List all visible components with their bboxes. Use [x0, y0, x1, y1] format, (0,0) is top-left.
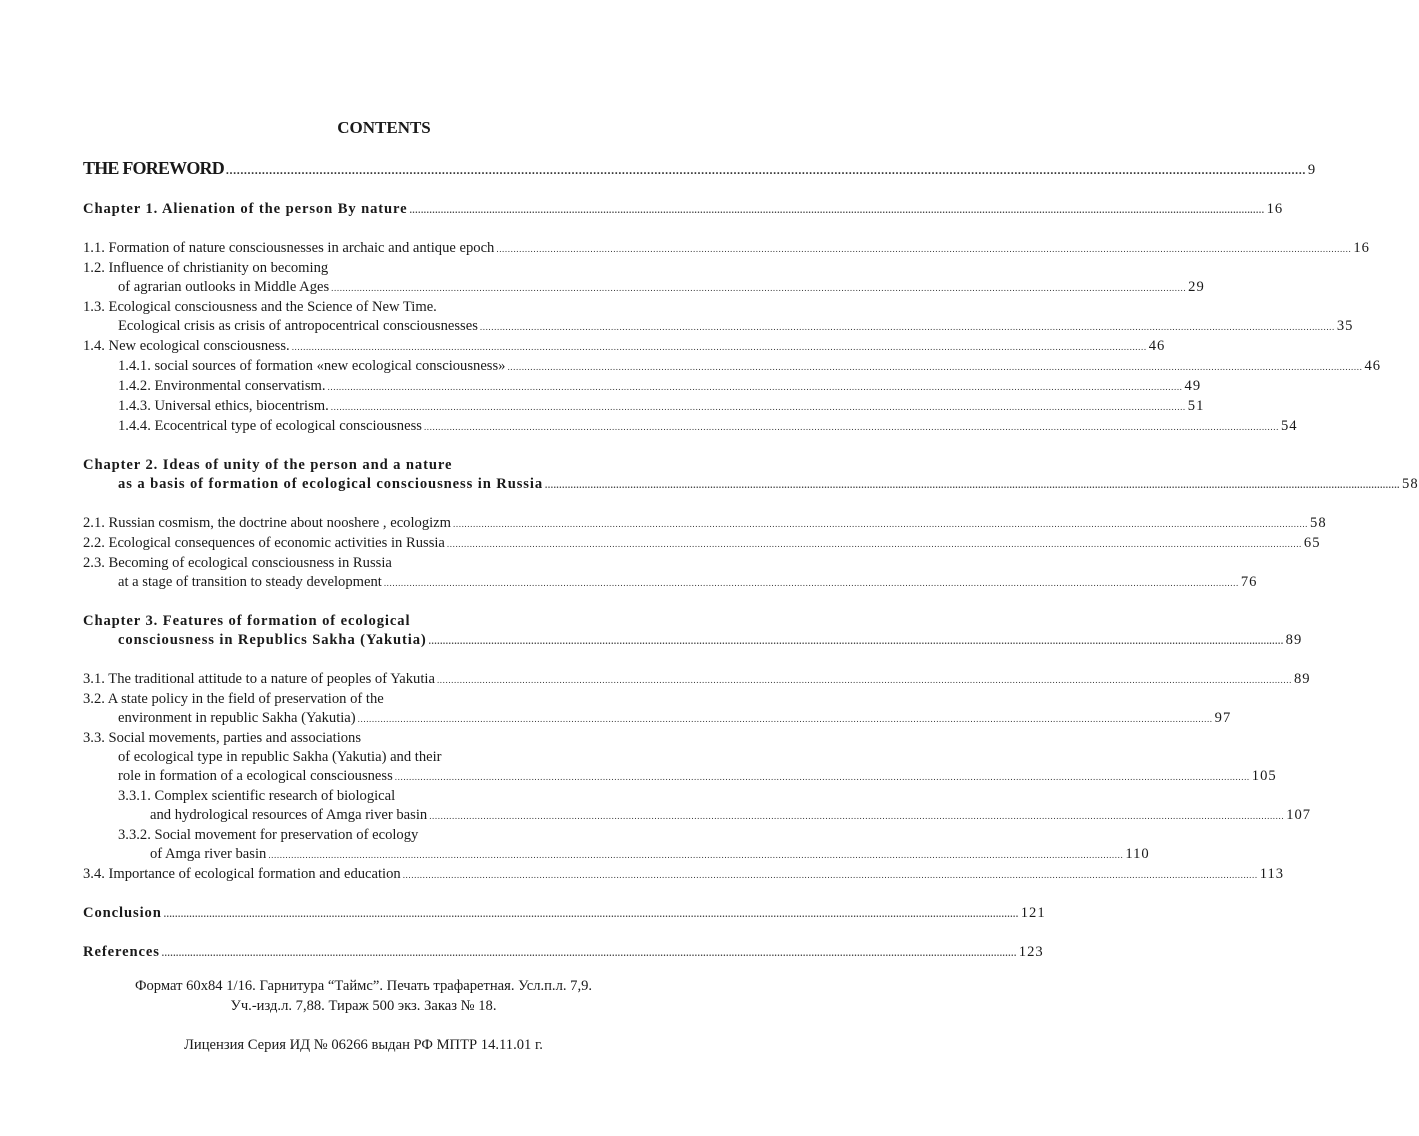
toc-line [83, 943, 1044, 963]
toc-entry[interactable] [83, 904, 1046, 924]
entry-title: Chapter 3. Features of formation of ecological [83, 613, 411, 629]
toc-line [83, 631, 1303, 651]
spacer [83, 593, 685, 612]
page-number: 110 [1125, 846, 1150, 862]
entry-title: 2.1. Russian cosmism, the doctrine about nooshere , ecologizm [83, 515, 452, 531]
toc-entry[interactable] [83, 456, 1419, 495]
page-number: 65 [1303, 535, 1321, 551]
toc-line [83, 259, 685, 278]
entry-title: of ecological type in republic Sakha (Yakutia) and their [118, 749, 442, 765]
dot-leader: ............................................................................................................................................................................................................................................................................................................ [225, 163, 1306, 177]
page-number: 89 [1285, 632, 1303, 648]
entry-title: as a basis of formation of ecological consciousness in Russia [118, 476, 544, 492]
license-line: Лицензия Серия ИД № 06266 выдан РФ МПТР 14.11.01 г. [184, 1037, 543, 1053]
spacer [83, 437, 685, 456]
toc-line [83, 670, 1311, 690]
entry-title: Chapter 1. Alienation of the person By nature [83, 201, 408, 217]
page-number: 9 [1307, 162, 1316, 178]
page-title: CONTENTS [337, 118, 431, 137]
page-number: 16 [1266, 201, 1284, 217]
toc-entry[interactable] [83, 729, 1277, 787]
dot-leader: ............................................................................................................................................................................................................................................................................................................ [163, 909, 1019, 919]
entry-title: environment in republic Sakha (Yakutia) [118, 710, 356, 726]
toc-line [83, 806, 1312, 826]
toc-line [83, 239, 1370, 259]
page-number: 46 [1364, 358, 1382, 374]
entry-title: 1.1. Formation of nature consciousnesses in archaic and antique epoch [83, 240, 495, 256]
entry-title: role in formation of a ecological consciousness [118, 768, 393, 784]
entry-title: Chapter 2. Ideas of unity of the person and a nature [83, 457, 453, 473]
toc-line [83, 748, 685, 767]
toc-line [83, 514, 1327, 534]
toc-line [83, 865, 1285, 885]
page-number: 16 [1353, 240, 1370, 256]
dot-leader: ............................................................................................................................................................................................................................................................................................................ [383, 578, 1239, 588]
table-of-contents [83, 118, 1419, 963]
toc-line [83, 826, 685, 845]
toc-entry[interactable] [83, 298, 1354, 337]
toc-line [83, 200, 1284, 220]
toc-entry[interactable] [83, 377, 1202, 397]
entry-title: of agrarian outlooks in Middle Ages [118, 279, 330, 295]
toc-entry[interactable] [83, 670, 1311, 690]
toc-entry[interactable] [83, 943, 1044, 963]
page-number: 58 [1310, 515, 1327, 531]
toc-line [83, 690, 685, 709]
toc-line [83, 278, 1205, 298]
toc-line [83, 904, 1046, 924]
imprint-line: Формат 60x84 1/16. Гарнитура “Таймс”. Печать трафаретная. Усл.п.л. 7,9. [134, 978, 593, 994]
dot-leader: ............................................................................................................................................................................................................................................................................................................ [268, 850, 1124, 860]
entry-title: 1.3. Ecological consciousness and the Science of New Time. [83, 299, 437, 315]
toc-line [83, 554, 685, 573]
spacer [83, 651, 685, 670]
toc-entry[interactable] [83, 534, 1321, 554]
entry-title: Ecological crisis as crisis of antropocentrical consciousnesses [118, 318, 478, 334]
entry-title: 2.3. Becoming of ecological consciousness in Russia [83, 555, 392, 571]
entry-title: 3.3. Social movements, parties and associations [83, 730, 362, 746]
dot-leader: ............................................................................................................................................................................................................................................................................................................ [327, 382, 1183, 392]
toc-line [83, 534, 1321, 554]
entry-title: of Amga river basin [150, 846, 267, 862]
spacer [83, 924, 685, 943]
dot-leader: ............................................................................................................................................................................................................................................................................................................ [545, 480, 1401, 490]
toc-line [83, 157, 1316, 181]
imprint-line: Уч.-изд.л. 7,88. Тираж 500 экз. Заказ № 18. [230, 998, 497, 1014]
toc-line [83, 377, 1202, 397]
entry-title: 1.2. Influence of christianity on becoming [83, 260, 329, 276]
entry-title: and hydrological resources of Amga river basin [150, 807, 428, 823]
dot-leader: ............................................................................................................................................................................................................................................................................................................ [330, 402, 1186, 412]
dot-leader: ............................................................................................................................................................................................................................................................................................................ [357, 714, 1213, 724]
toc-line [83, 357, 1382, 377]
toc-entry[interactable] [83, 200, 1284, 220]
toc-entry[interactable] [83, 612, 1303, 651]
entry-title: 1.4. New ecological consciousness. [83, 338, 290, 354]
entry-title: 3.4. Importance of ecological formation and education [83, 866, 401, 882]
toc-line [83, 456, 685, 475]
entry-title: 3.3.1. Complex scientific research of biological [118, 788, 396, 804]
toc-line [83, 317, 1354, 337]
toc-line [83, 612, 685, 631]
page-number: 105 [1251, 768, 1277, 784]
dot-leader: ............................................................................................................................................................................................................................................................................................................ [402, 870, 1258, 880]
toc-entry[interactable] [83, 787, 1312, 826]
entry-title: 1.4.2. Environmental conservatism. [118, 378, 326, 394]
entry-title: Conclusion [83, 905, 162, 921]
toc-line [83, 767, 1277, 787]
entry-title: References [83, 944, 160, 960]
page-number: 35 [1336, 318, 1354, 334]
page-number: 123 [1018, 944, 1044, 960]
toc-line [83, 397, 1205, 417]
toc-line [83, 709, 1232, 729]
dot-leader: ............................................................................................................................................................................................................................................................................................................ [436, 675, 1292, 685]
dot-leader: ............................................................................................................................................................................................................................................................................................................ [161, 948, 1017, 958]
toc-entry[interactable] [83, 239, 1370, 259]
entry-title: consciousness in Republics Sakha (Yakutia) [118, 632, 427, 648]
page-number: 107 [1286, 807, 1312, 823]
toc-line [83, 298, 685, 317]
toc-entry[interactable] [83, 554, 1258, 593]
toc-line [83, 787, 685, 806]
toc-line [83, 573, 1258, 593]
toc-entry[interactable] [83, 865, 1285, 885]
toc-entry[interactable] [83, 337, 1166, 357]
dot-leader: ............................................................................................................................................................................................................................................................................................................ [423, 422, 1279, 432]
toc-entry[interactable] [83, 690, 1232, 729]
page-number: 97 [1214, 710, 1232, 726]
toc-list [83, 157, 1419, 963]
dot-leader: ............................................................................................................................................................................................................................................................................................................ [291, 342, 1147, 352]
dot-leader: ............................................................................................................................................................................................................................................................................................................ [507, 362, 1363, 372]
entry-title: 3.3.2. Social movement for preservation of ecology [118, 827, 419, 843]
dot-leader: ............................................................................................................................................................................................................................................................................................................ [496, 244, 1352, 254]
page-number: 49 [1184, 378, 1202, 394]
dot-leader: ............................................................................................................................................................................................................................................................................................................ [429, 811, 1285, 821]
spacer [83, 495, 685, 514]
dot-leader: ............................................................................................................................................................................................................................................................................................................ [453, 519, 1309, 529]
entry-title: 2.2. Ecological consequences of economic activities in Russia [83, 535, 445, 551]
entry-title: 3.2. A state policy in the field of preservation of the [83, 691, 384, 707]
toc-entry[interactable] [83, 417, 1298, 437]
toc-entry[interactable] [83, 357, 1382, 377]
toc-entry[interactable] [83, 826, 1150, 865]
dot-leader: ............................................................................................................................................................................................................................................................................................................ [331, 283, 1187, 293]
dot-leader: ............................................................................................................................................................................................................................................................................................................ [428, 636, 1284, 646]
toc-line [83, 845, 1150, 865]
dot-leader: ............................................................................................................................................................................................................................................................................................................ [394, 772, 1250, 782]
toc-entry[interactable] [83, 259, 1205, 298]
imprint [0, 976, 727, 1055]
spacer [83, 181, 685, 200]
page-number: 29 [1188, 279, 1205, 295]
dot-leader: ............................................................................................................................................................................................................................................................................................................ [479, 322, 1335, 332]
page-number: 113 [1259, 866, 1285, 882]
toc-entry[interactable] [83, 514, 1327, 534]
toc-entry[interactable] [83, 397, 1205, 417]
page-number: 121 [1020, 905, 1046, 921]
dot-leader: ............................................................................................................................................................................................................................................................................................................ [409, 205, 1265, 215]
page-number: 46 [1148, 338, 1166, 354]
toc-line [83, 729, 685, 748]
page-number: 76 [1240, 574, 1258, 590]
entry-title: 1.4.4. Ecocentrical type of ecological consciousness [118, 418, 422, 434]
entry-title: 1.4.3. Universal ethics, biocentrism. [118, 398, 329, 414]
entry-title: 1.4.1. social sources of formation «new ecological consciousness» [118, 358, 506, 374]
toc-line [83, 475, 1419, 495]
entry-title: THE FOREWORD [83, 158, 224, 178]
spacer [83, 220, 685, 239]
spacer [83, 885, 685, 904]
page-number: 54 [1280, 418, 1298, 434]
page-number: 58 [1402, 476, 1419, 492]
dot-leader: ............................................................................................................................................................................................................................................................................................................ [446, 539, 1302, 549]
toc-line [83, 417, 1298, 437]
page-number: 89 [1293, 671, 1311, 687]
page-number: 51 [1187, 398, 1205, 414]
entry-title: 3.1. The traditional attitude to a nature of peoples of Yakutia [83, 671, 435, 687]
toc-entry[interactable] [83, 157, 1316, 181]
entry-title: at a stage of transition to steady development [118, 574, 382, 590]
toc-line [83, 337, 1166, 357]
